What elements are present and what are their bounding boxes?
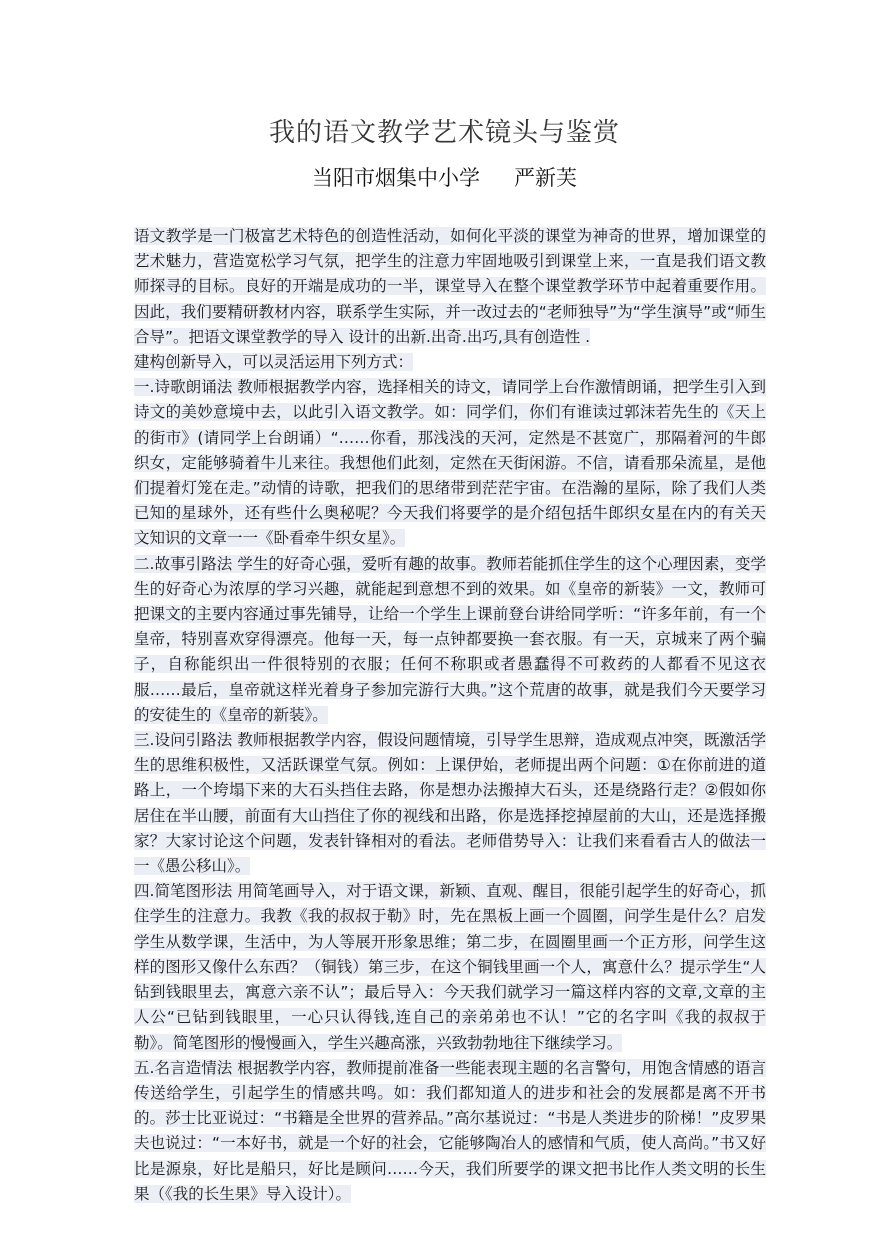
paragraph-method-2-text: 二.故事引路法 学生的好奇心强，爱听有趣的故事。教师若能抓住学生的这个心理因素，变学生的好奇心为浓厚的学习兴趣，就能起到意想不到的效果。如《皇帝的新装》一文，教师可把课文的主要内容通过事先铺导，让给一个学生上课前登台讲给同学听：“许多年前，有一个皇帝，特别喜欢穿得漂亮。他每一天，每一点钟都要换一套衣服。有一天，京城来了两个骗子，自称能织出一件很特别的衣服；任何不称职或者愚蠢得不可救药的人都看不见这衣服……最后，皇帝就这样光着身子参加完游行大典。”这个荒唐的故事，就是我们今天要学习的安徒生的《皇帝的新装》。 <box>134 554 766 724</box>
author-school: 当阳市烟集中小学 <box>312 166 480 190</box>
paragraph-methods-lead-text: 建构创新导入，可以灵活运用下列方式： <box>134 353 414 372</box>
paragraph-method-3 <box>134 728 766 879</box>
paragraph-method-2 <box>134 552 766 728</box>
paragraph-methods-lead <box>134 350 766 375</box>
author-name: 严新芙 <box>514 166 577 190</box>
paragraph-method-4 <box>134 879 766 1055</box>
document-body <box>134 224 766 1207</box>
paragraph-method-3-text: 三.设问引路法 教师根据教学内容，假设问题情境，引导学生思辩，造成观点冲突，既激活学生的思维积极性，又活跃课堂气氛。例如：上课伊始，老师提出两个问题：①在你前进的道路上，一个垮塌下来的大石头挡住去路，你是想办法搬掉大石头，还是绕路行走？②假如你居住在半山腰，前面有大山挡住了你的视线和出路，你是选择挖掉屋前的大山，还是选择搬家？大家讨论这个问题，发表针锋相对的看法。老师借势导入：让我们来看看古人的做法一一《愚公移山》。 <box>134 731 766 876</box>
paragraph-method-5 <box>134 1056 766 1207</box>
document-title: 我的语文教学艺术镜头与鉴赏 <box>268 118 620 148</box>
document-byline <box>0 162 889 192</box>
paragraph-method-4-text: 四.简笔图形法 用简笔画导入，对于语文课，新颖、直观、醒目，很能引起学生的好奇心，抓住学生的注意力。我教《我的叔叔于勒》时，先在黑板上画一个圆圈，问学生是什么？启发学生从数学课，生活中，为人等展开形象思维；第二步，在圆圈里画一个正方形，问学生这样的图形又像什么东西？（铜钱）第三步，在这个铜钱里画一个人，寓意什么？提示学生“人钻到钱眼里去，寓意六亲不认”；最后导入：今天我们就学习一篇这样内容的文章,文章的主人公“已钻到钱眼里，一心只认得钱,连自己的亲弟弟也不认！”它的名字叫《我的叔叔于勒》。简笔图形的慢慢画入，学生兴趣高涨，兴致勃勃地往下继续学习。 <box>134 882 766 1052</box>
paragraph-intro-text: 语文教学是一门极富艺术特色的创造性活动，如何化平淡的课堂为神奇的世界，增加课堂的艺术魅力，营造宽松学习气氛，把学生的注意力牢固地吸引到课堂上来，一直是我们语文教师探寻的目标。良好的开端是成功的一半，课堂导入在整个课堂教学环节中起着重要作用。因此，我们要精研教材内容，联系学生实际，并一改过去的“老师独导”为“学生演导”或“师生合导”。把语文课堂教学的导入 设计的出新.出奇.出巧,具有创造性 . <box>134 227 766 346</box>
paragraph-intro <box>134 224 766 350</box>
paragraph-method-1 <box>134 375 766 551</box>
paragraph-method-1-text: 一.诗歌朗诵法 教师根据教学内容，选择相关的诗文，请同学上台作激情朗诵，把学生引入到诗文的美妙意境中去，以此引入语文教学。如：同学们，你们有谁读过郭沫若先生的《天上的街市》(请同学上台朗诵）“……你看，那浅浅的天河，定然是不甚宽广，那隔着河的牛郎织女，定能够骑着牛儿来往。我想他们此刻，定然在天街闲游。不信，请看那朵流星，是他们提着灯笼在走。”动情的诗歌，把我们的思绪带到茫茫宇宙。在浩瀚的星际，除了我们人类已知的星球外，还有些什么奥秘呢？今天我们将要学的是介绍包括牛郎织女星在内的有关天文知识的文章一一《卧看牵牛织女星》。 <box>134 378 766 548</box>
paragraph-method-5-text: 五.名言造情法 根据教学内容，教师提前准备一些能表现主题的名言警句，用饱含情感的语言传送给学生，引起学生的情感共鸣。如：我们都知道人的进步和社会的发展都是离不开书的。莎士比亚说过：“书籍是全世界的营养品。”高尔基说过：“书是人类进步的阶梯！”皮罗果夫也说过：“一本好书，就是一个好的社会，它能够陶冶人的感情和气质，使人高尚。”书又好比是源泉，好比是船只，好比是顾问……今天，我们所要学的课文把书比作人类文明的长生果（《我的长生果》导入设计）。 <box>134 1058 766 1203</box>
